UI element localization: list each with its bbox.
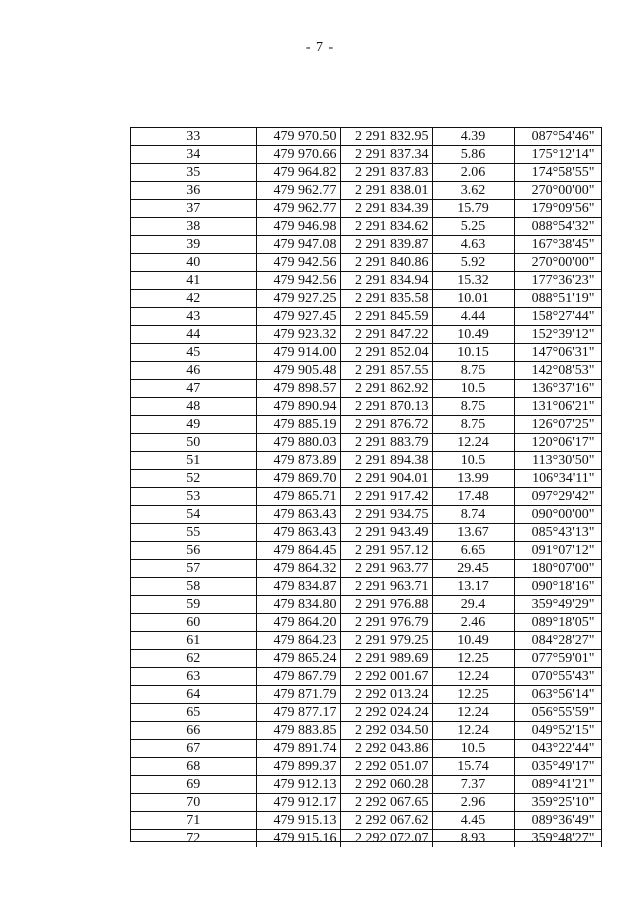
bearing-cell: 142°08'53" xyxy=(514,362,601,380)
point-number-cell: 43 xyxy=(131,308,256,326)
point-number-cell: 67 xyxy=(131,740,256,758)
x-coordinate-cell: 479 864.20 xyxy=(256,614,340,632)
distance-cell: 12.25 xyxy=(432,686,514,704)
bearing-cell: 090°18'16" xyxy=(514,578,601,596)
bearing-cell: 089°41'21" xyxy=(514,776,601,794)
x-coordinate-cell: 479 970.66 xyxy=(256,146,340,164)
bearing-cell: 089°18'05" xyxy=(514,614,601,632)
distance-cell: 8.75 xyxy=(432,362,514,380)
x-coordinate-cell: 479 834.87 xyxy=(256,578,340,596)
page-number: - 7 - xyxy=(305,40,335,55)
x-coordinate-cell: 479 927.25 xyxy=(256,290,340,308)
x-coordinate-cell: 479 923.32 xyxy=(256,326,340,344)
point-number-cell: 55 xyxy=(131,524,256,542)
x-coordinate-cell: 479 962.77 xyxy=(256,200,340,218)
distance-cell: 4.63 xyxy=(432,236,514,254)
table-row xyxy=(131,344,601,362)
x-coordinate-cell: 479 899.37 xyxy=(256,758,340,776)
distance-cell: 10.15 xyxy=(432,344,514,362)
point-number-cell: 60 xyxy=(131,614,256,632)
y-coordinate-cell: 2 291 845.59 xyxy=(340,308,432,326)
bearing-cell: 152°39'12" xyxy=(514,326,601,344)
point-number-cell: 47 xyxy=(131,380,256,398)
y-coordinate-cell: 2 291 957.12 xyxy=(340,542,432,560)
distance-cell: 13.99 xyxy=(432,470,514,488)
bearing-cell: 088°51'19" xyxy=(514,290,601,308)
point-number-cell: 68 xyxy=(131,758,256,776)
point-number-cell: 64 xyxy=(131,686,256,704)
point-number-cell: 39 xyxy=(131,236,256,254)
table-row xyxy=(131,254,601,272)
table-row xyxy=(131,164,601,182)
distance-cell: 13.67 xyxy=(432,524,514,542)
distance-cell: 10.49 xyxy=(432,632,514,650)
bearing-cell: 177°36'23" xyxy=(514,272,601,290)
y-coordinate-cell: 2 292 067.65 xyxy=(340,794,432,812)
point-number-cell: 50 xyxy=(131,434,256,452)
x-coordinate-cell: 479 880.03 xyxy=(256,434,340,452)
distance-cell: 15.79 xyxy=(432,200,514,218)
point-number-cell: 72 xyxy=(131,830,256,848)
distance-cell: 17.48 xyxy=(432,488,514,506)
table-row xyxy=(131,128,601,146)
x-coordinate-cell: 479 905.48 xyxy=(256,362,340,380)
y-coordinate-cell: 2 291 979.25 xyxy=(340,632,432,650)
coordinates-table-body xyxy=(131,128,601,848)
distance-cell: 10.5 xyxy=(432,740,514,758)
y-coordinate-cell: 2 292 024.24 xyxy=(340,704,432,722)
bearing-cell: 097°29'42" xyxy=(514,488,601,506)
table-row xyxy=(131,596,601,614)
x-coordinate-cell: 479 962.77 xyxy=(256,182,340,200)
x-coordinate-cell: 479 864.23 xyxy=(256,632,340,650)
y-coordinate-cell: 2 291 832.95 xyxy=(340,128,432,146)
bearing-cell: 359°49'29" xyxy=(514,596,601,614)
table-row xyxy=(131,578,601,596)
bearing-cell: 049°52'15" xyxy=(514,722,601,740)
bearing-cell: 088°54'32" xyxy=(514,218,601,236)
bearing-cell: 063°56'14" xyxy=(514,686,601,704)
distance-cell: 2.46 xyxy=(432,614,514,632)
table-row xyxy=(131,524,601,542)
distance-cell: 8.93 xyxy=(432,830,514,848)
table-row xyxy=(131,794,601,812)
x-coordinate-cell: 479 865.24 xyxy=(256,650,340,668)
point-number-cell: 53 xyxy=(131,488,256,506)
y-coordinate-cell: 2 291 834.94 xyxy=(340,272,432,290)
y-coordinate-cell: 2 291 917.42 xyxy=(340,488,432,506)
bearing-cell: 270°00'00" xyxy=(514,254,601,272)
x-coordinate-cell: 479 863.43 xyxy=(256,524,340,542)
distance-cell: 12.24 xyxy=(432,434,514,452)
point-number-cell: 69 xyxy=(131,776,256,794)
bearing-cell: 056°55'59" xyxy=(514,704,601,722)
point-number-cell: 33 xyxy=(131,128,256,146)
y-coordinate-cell: 2 292 060.28 xyxy=(340,776,432,794)
y-coordinate-cell: 2 291 834.39 xyxy=(340,200,432,218)
y-coordinate-cell: 2 292 043.86 xyxy=(340,740,432,758)
x-coordinate-cell: 479 873.89 xyxy=(256,452,340,470)
y-coordinate-cell: 2 291 852.04 xyxy=(340,344,432,362)
x-coordinate-cell: 479 898.57 xyxy=(256,380,340,398)
table-row xyxy=(131,416,601,434)
point-number-cell: 70 xyxy=(131,794,256,812)
y-coordinate-cell: 2 292 072.07 xyxy=(340,830,432,848)
distance-cell: 2.96 xyxy=(432,794,514,812)
distance-cell: 15.74 xyxy=(432,758,514,776)
table-row xyxy=(131,776,601,794)
distance-cell: 10.5 xyxy=(432,452,514,470)
bearing-cell: 087°54'46" xyxy=(514,128,601,146)
distance-cell: 4.39 xyxy=(432,128,514,146)
bearing-cell: 180°07'00" xyxy=(514,560,601,578)
y-coordinate-cell: 2 291 976.79 xyxy=(340,614,432,632)
point-number-cell: 49 xyxy=(131,416,256,434)
y-coordinate-cell: 2 291 963.71 xyxy=(340,578,432,596)
table-row xyxy=(131,668,601,686)
point-number-cell: 42 xyxy=(131,290,256,308)
x-coordinate-cell: 479 877.17 xyxy=(256,704,340,722)
y-coordinate-cell: 2 291 989.69 xyxy=(340,650,432,668)
y-coordinate-cell: 2 292 067.62 xyxy=(340,812,432,830)
bearing-cell: 179°09'56" xyxy=(514,200,601,218)
bearing-cell: 070°55'43" xyxy=(514,668,601,686)
x-coordinate-cell: 479 865.71 xyxy=(256,488,340,506)
y-coordinate-cell: 2 291 934.75 xyxy=(340,506,432,524)
point-number-cell: 45 xyxy=(131,344,256,362)
table-row xyxy=(131,200,601,218)
x-coordinate-cell: 479 891.74 xyxy=(256,740,340,758)
distance-cell: 4.45 xyxy=(432,812,514,830)
distance-cell: 2.06 xyxy=(432,164,514,182)
point-number-cell: 41 xyxy=(131,272,256,290)
table-row xyxy=(131,236,601,254)
table-row xyxy=(131,308,601,326)
point-number-cell: 52 xyxy=(131,470,256,488)
point-number-cell: 51 xyxy=(131,452,256,470)
table-row xyxy=(131,758,601,776)
bearing-cell: 136°37'16" xyxy=(514,380,601,398)
bearing-cell: 120°06'17" xyxy=(514,434,601,452)
point-number-cell: 61 xyxy=(131,632,256,650)
y-coordinate-cell: 2 291 835.58 xyxy=(340,290,432,308)
bearing-cell: 106°34'11" xyxy=(514,470,601,488)
point-number-cell: 44 xyxy=(131,326,256,344)
distance-cell: 8.75 xyxy=(432,416,514,434)
x-coordinate-cell: 479 869.70 xyxy=(256,470,340,488)
bearing-cell: 091°07'12" xyxy=(514,542,601,560)
point-number-cell: 38 xyxy=(131,218,256,236)
bearing-cell: 175°12'14" xyxy=(514,146,601,164)
bearing-cell: 113°30'50" xyxy=(514,452,601,470)
point-number-cell: 54 xyxy=(131,506,256,524)
point-number-cell: 36 xyxy=(131,182,256,200)
y-coordinate-cell: 2 292 051.07 xyxy=(340,758,432,776)
y-coordinate-cell: 2 291 883.79 xyxy=(340,434,432,452)
bearing-cell: 131°06'21" xyxy=(514,398,601,416)
coordinates-table-frame xyxy=(130,127,601,847)
distance-cell: 10.5 xyxy=(432,380,514,398)
x-coordinate-cell: 479 883.85 xyxy=(256,722,340,740)
bearing-cell: 126°07'25" xyxy=(514,416,601,434)
x-coordinate-cell: 479 885.19 xyxy=(256,416,340,434)
table-row xyxy=(131,812,601,830)
distance-cell: 13.17 xyxy=(432,578,514,596)
x-coordinate-cell: 479 915.16 xyxy=(256,830,340,848)
table-row xyxy=(131,614,601,632)
distance-cell: 12.24 xyxy=(432,704,514,722)
bearing-cell: 089°36'49" xyxy=(514,812,601,830)
y-coordinate-cell: 2 291 837.34 xyxy=(340,146,432,164)
point-number-cell: 62 xyxy=(131,650,256,668)
table-row xyxy=(131,632,601,650)
bearing-cell: 147°06'31" xyxy=(514,344,601,362)
table-row xyxy=(131,560,601,578)
x-coordinate-cell: 479 942.56 xyxy=(256,254,340,272)
table-row xyxy=(131,182,601,200)
point-number-cell: 37 xyxy=(131,200,256,218)
distance-cell: 3.62 xyxy=(432,182,514,200)
point-number-cell: 40 xyxy=(131,254,256,272)
y-coordinate-cell: 2 291 840.86 xyxy=(340,254,432,272)
y-coordinate-cell: 2 291 838.01 xyxy=(340,182,432,200)
bearing-cell: 035°49'17" xyxy=(514,758,601,776)
point-number-cell: 48 xyxy=(131,398,256,416)
x-coordinate-cell: 479 912.13 xyxy=(256,776,340,794)
point-number-cell: 34 xyxy=(131,146,256,164)
point-number-cell: 59 xyxy=(131,596,256,614)
table-row xyxy=(131,704,601,722)
x-coordinate-cell: 479 970.50 xyxy=(256,128,340,146)
table-row xyxy=(131,722,601,740)
y-coordinate-cell: 2 291 894.38 xyxy=(340,452,432,470)
table-row xyxy=(131,542,601,560)
y-coordinate-cell: 2 291 963.77 xyxy=(340,560,432,578)
distance-cell: 6.65 xyxy=(432,542,514,560)
point-number-cell: 65 xyxy=(131,704,256,722)
distance-cell: 29.45 xyxy=(432,560,514,578)
distance-cell: 10.49 xyxy=(432,326,514,344)
y-coordinate-cell: 2 291 870.13 xyxy=(340,398,432,416)
x-coordinate-cell: 479 864.45 xyxy=(256,542,340,560)
y-coordinate-cell: 2 291 876.72 xyxy=(340,416,432,434)
distance-cell: 10.01 xyxy=(432,290,514,308)
point-number-cell: 35 xyxy=(131,164,256,182)
x-coordinate-cell: 479 915.13 xyxy=(256,812,340,830)
table-row xyxy=(131,434,601,452)
x-coordinate-cell: 479 942.56 xyxy=(256,272,340,290)
y-coordinate-cell: 2 291 904.01 xyxy=(340,470,432,488)
point-number-cell: 63 xyxy=(131,668,256,686)
distance-cell: 8.75 xyxy=(432,398,514,416)
table-row xyxy=(131,290,601,308)
bearing-cell: 084°28'27" xyxy=(514,632,601,650)
table-row xyxy=(131,830,601,848)
x-coordinate-cell: 479 867.79 xyxy=(256,668,340,686)
bearing-cell: 359°48'27" xyxy=(514,830,601,848)
table-row xyxy=(131,272,601,290)
distance-cell: 5.86 xyxy=(432,146,514,164)
x-coordinate-cell: 479 964.82 xyxy=(256,164,340,182)
bearing-cell: 174°58'55" xyxy=(514,164,601,182)
x-coordinate-cell: 479 834.80 xyxy=(256,596,340,614)
distance-cell: 5.92 xyxy=(432,254,514,272)
x-coordinate-cell: 479 946.98 xyxy=(256,218,340,236)
distance-cell: 7.37 xyxy=(432,776,514,794)
table-row xyxy=(131,506,601,524)
y-coordinate-cell: 2 291 943.49 xyxy=(340,524,432,542)
y-coordinate-cell: 2 292 034.50 xyxy=(340,722,432,740)
distance-cell: 12.25 xyxy=(432,650,514,668)
distance-cell: 12.24 xyxy=(432,668,514,686)
table-row xyxy=(131,146,601,164)
x-coordinate-cell: 479 890.94 xyxy=(256,398,340,416)
table-row xyxy=(131,362,601,380)
table-row xyxy=(131,686,601,704)
y-coordinate-cell: 2 291 834.62 xyxy=(340,218,432,236)
bearing-cell: 085°43'13" xyxy=(514,524,601,542)
coordinates-table xyxy=(131,127,602,847)
y-coordinate-cell: 2 292 013.24 xyxy=(340,686,432,704)
table-row xyxy=(131,218,601,236)
table-row xyxy=(131,740,601,758)
x-coordinate-cell: 479 864.32 xyxy=(256,560,340,578)
table-row xyxy=(131,470,601,488)
bearing-cell: 270°00'00" xyxy=(514,182,601,200)
y-coordinate-cell: 2 291 976.88 xyxy=(340,596,432,614)
table-row xyxy=(131,488,601,506)
bearing-cell: 167°38'45" xyxy=(514,236,601,254)
y-coordinate-cell: 2 291 837.83 xyxy=(340,164,432,182)
point-number-cell: 66 xyxy=(131,722,256,740)
x-coordinate-cell: 479 863.43 xyxy=(256,506,340,524)
point-number-cell: 58 xyxy=(131,578,256,596)
table-row xyxy=(131,380,601,398)
bearing-cell: 077°59'01" xyxy=(514,650,601,668)
x-coordinate-cell: 479 914.00 xyxy=(256,344,340,362)
x-coordinate-cell: 479 912.17 xyxy=(256,794,340,812)
distance-cell: 8.74 xyxy=(432,506,514,524)
bearing-cell: 158°27'44" xyxy=(514,308,601,326)
distance-cell: 15.32 xyxy=(432,272,514,290)
bearing-cell: 090°00'00" xyxy=(514,506,601,524)
x-coordinate-cell: 479 947.08 xyxy=(256,236,340,254)
distance-cell: 5.25 xyxy=(432,218,514,236)
table-row xyxy=(131,326,601,344)
y-coordinate-cell: 2 291 847.22 xyxy=(340,326,432,344)
x-coordinate-cell: 479 871.79 xyxy=(256,686,340,704)
point-number-cell: 56 xyxy=(131,542,256,560)
point-number-cell: 57 xyxy=(131,560,256,578)
y-coordinate-cell: 2 291 857.55 xyxy=(340,362,432,380)
x-coordinate-cell: 479 927.45 xyxy=(256,308,340,326)
y-coordinate-cell: 2 292 001.67 xyxy=(340,668,432,686)
y-coordinate-cell: 2 291 839.87 xyxy=(340,236,432,254)
distance-cell: 4.44 xyxy=(432,308,514,326)
bearing-cell: 043°22'44" xyxy=(514,740,601,758)
bearing-cell: 359°25'10" xyxy=(514,794,601,812)
point-number-cell: 71 xyxy=(131,812,256,830)
point-number-cell: 46 xyxy=(131,362,256,380)
y-coordinate-cell: 2 291 862.92 xyxy=(340,380,432,398)
table-row xyxy=(131,398,601,416)
distance-cell: 29.4 xyxy=(432,596,514,614)
distance-cell: 12.24 xyxy=(432,722,514,740)
table-row xyxy=(131,452,601,470)
table-row xyxy=(131,650,601,668)
